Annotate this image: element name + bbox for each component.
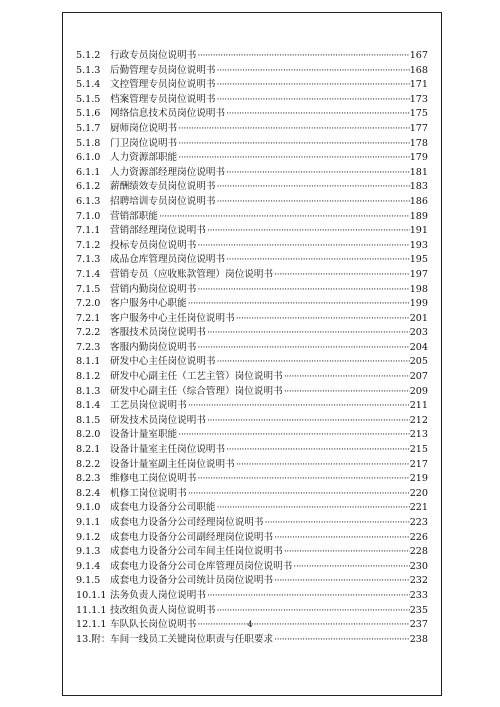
toc-entry-title: 成套电力设备分公司副经理岗位说明书 — [110, 531, 274, 543]
toc-entry-title: 人力资源部经理岗位说明书 — [110, 166, 226, 178]
toc-entry-title: 成套电力设备分公司统计员岗位说明书 — [110, 575, 274, 587]
toc-entry[interactable] — [76, 355, 428, 370]
toc-entry-number: 9.1.4 — [76, 560, 101, 572]
toc-entry-number: 7.2.0 — [76, 298, 101, 310]
toc-entry[interactable] — [76, 487, 428, 502]
toc-entry-title: 研发技术员岗位说明书 — [110, 414, 206, 426]
toc-entry-title: 设备计量室职能 — [110, 429, 178, 441]
toc-entry-title: 成套电力设备分公司职能 — [110, 502, 216, 514]
toc-entry-number: 7.1.3 — [76, 254, 101, 266]
toc-entry-title: 客服技术员岗位说明书 — [110, 327, 206, 339]
toc-entry-title: 研发中心主任岗位说明书 — [110, 356, 216, 368]
toc-entry-title: 成品仓库管理员岗位说明书 — [110, 254, 226, 266]
toc-leader-dots — [273, 531, 410, 546]
toc-entry-title: 设备计量室副主任岗位说明书 — [110, 458, 235, 470]
toc-entry-title: 车间一线员工关键岗位职责与任职要求 — [110, 633, 274, 645]
toc-entry[interactable] — [76, 385, 428, 400]
toc-entry[interactable] — [76, 268, 428, 283]
toc-entry-page: 171 — [409, 79, 428, 91]
toc-entry[interactable] — [76, 428, 428, 443]
toc-entry[interactable] — [76, 560, 428, 575]
toc-leader-dots — [283, 370, 410, 385]
toc-leader-dots — [196, 283, 409, 298]
toc-entry[interactable] — [76, 341, 428, 356]
toc-leader-dots — [292, 560, 409, 575]
toc-entry[interactable] — [76, 633, 428, 648]
toc-entry[interactable] — [76, 166, 428, 181]
toc-entry-number: 5.1.2 — [76, 50, 101, 61]
toc-entry[interactable] — [76, 64, 428, 79]
toc-entry-page: 204 — [409, 341, 428, 353]
toc-entry-page: 193 — [409, 239, 428, 251]
toc-entry[interactable] — [76, 253, 428, 268]
toc-entry-number: 7.1.5 — [76, 283, 101, 295]
toc-entry-page: 203 — [409, 327, 428, 339]
toc-leader-dots — [216, 355, 410, 370]
toc-entry-number: 11.1.1 — [76, 604, 107, 616]
toc-leader-dots — [158, 210, 410, 225]
toc-entry-page: 175 — [409, 108, 428, 120]
toc-entry-title: 客户服务中心主任岗位说明书 — [110, 312, 235, 324]
toc-leader-dots — [206, 326, 410, 341]
toc-entry[interactable] — [76, 283, 428, 298]
toc-leader-dots — [216, 604, 410, 619]
toc-entry-page: 211 — [409, 400, 428, 412]
toc-leader-dots — [177, 137, 410, 152]
toc-entry-number: 7.1.4 — [76, 268, 101, 280]
toc-entry-page: 177 — [409, 122, 428, 134]
toc-entry-title: 人力资源部职能 — [110, 152, 178, 164]
toc-leader-dots — [206, 589, 410, 604]
toc-entry-page: 179 — [409, 152, 428, 164]
toc-entry-page: 186 — [409, 195, 428, 207]
toc-leader-dots — [225, 107, 410, 122]
toc-entry[interactable] — [76, 414, 428, 429]
toc-entry-number: 8.2.4 — [76, 487, 101, 499]
toc-entry[interactable] — [76, 501, 428, 516]
toc-entry-number: 5.1.5 — [76, 93, 101, 105]
toc-entry-title: 设备计量室主任岗位说明书 — [110, 444, 226, 456]
toc-entry-page: 212 — [409, 414, 428, 426]
toc-entry-page: 198 — [409, 283, 428, 295]
toc-leader-dots — [187, 399, 410, 414]
toc-leader-dots — [206, 224, 410, 239]
toc-entry-number: 8.1.2 — [76, 371, 101, 383]
toc-entry-number: 8.2.2 — [76, 458, 101, 470]
toc-entry[interactable] — [76, 545, 428, 560]
toc-leader-dots — [225, 443, 410, 458]
toc-entry-number: 5.1.4 — [76, 79, 101, 91]
toc-leader-dots — [196, 49, 409, 64]
toc-entry-page: 223 — [409, 517, 428, 528]
toc-entry-title: 网络信息技术员岗位说明书 — [110, 108, 226, 120]
table-of-contents — [76, 49, 428, 647]
toc-entry-number: 7.1.0 — [76, 210, 101, 222]
toc-entry-title: 车队队长岗位说明书 — [110, 619, 197, 631]
toc-entry-page: 205 — [409, 356, 428, 368]
toc-leader-dots — [216, 180, 410, 195]
toc-entry-page: 232 — [409, 575, 428, 587]
toc-entry-title: 研发中心副主任（工艺主管）岗位说明书 — [110, 371, 283, 383]
toc-entry-title: 成套电力设备分公司仓库管理员岗位说明书 — [110, 560, 293, 572]
toc-entry[interactable] — [76, 151, 428, 166]
toc-leader-dots — [273, 633, 410, 648]
toc-entry-number: 9.1.3 — [76, 546, 101, 558]
toc-entry-number: 8.2.1 — [76, 444, 101, 456]
toc-entry[interactable] — [76, 78, 428, 93]
toc-entry-page: 195 — [409, 254, 428, 266]
toc-entry-page: 230 — [409, 560, 428, 572]
toc-entry[interactable] — [76, 297, 428, 312]
toc-entry-number: 9.1.1 — [76, 517, 101, 528]
toc-entry-page: 228 — [409, 546, 428, 558]
toc-entry-number: 7.2.2 — [76, 327, 101, 339]
toc-entry-title: 招聘培训专员岗位说明书 — [110, 195, 216, 207]
toc-entry[interactable] — [76, 516, 428, 531]
toc-entry-title: 机修工岗位说明书 — [110, 487, 187, 499]
toc-entry-number: 5.1.6 — [76, 108, 101, 120]
toc-entry-title: 维修电工岗位说明书 — [110, 473, 197, 485]
toc-leader-dots — [273, 268, 410, 283]
toc-leader-dots — [196, 472, 409, 487]
toc-entry-page: 178 — [409, 137, 428, 149]
toc-leader-dots — [283, 385, 410, 400]
toc-entry-number: 7.1.1 — [76, 225, 101, 237]
toc-entry-number: 6.1.1 — [76, 166, 101, 178]
toc-entry-title: 营销专员（应收账款管理）岗位说明书 — [110, 268, 274, 280]
toc-entry-page: 189 — [409, 210, 428, 222]
toc-entry-title: 技改组负责人岗位说明书 — [110, 604, 216, 616]
toc-entry[interactable] — [76, 137, 428, 152]
toc-leader-dots — [216, 195, 410, 210]
toc-entry-page: 238 — [409, 633, 428, 645]
toc-entry[interactable] — [76, 180, 428, 195]
toc-entry-title: 薪酬绩效专员岗位说明书 — [110, 181, 216, 193]
toc-leader-dots — [196, 239, 409, 254]
toc-entry[interactable] — [76, 49, 428, 64]
toc-leader-dots — [216, 501, 410, 516]
toc-entry-number: 7.2.3 — [76, 341, 101, 353]
toc-entry-number: 9.1.0 — [76, 502, 101, 514]
toc-entry-page: 215 — [409, 444, 428, 456]
toc-entry-title: 后勤管理专员岗位说明书 — [110, 64, 216, 76]
toc-entry-number: 7.2.1 — [76, 312, 101, 324]
toc-entry-page: 219 — [409, 473, 428, 485]
toc-entry-page: 226 — [409, 531, 428, 543]
toc-entry-title: 客服内勤岗位说明书 — [110, 341, 197, 353]
toc-entry-title: 营销部经理岗位说明书 — [110, 225, 206, 237]
toc-entry-number: 8.1.3 — [76, 385, 101, 397]
toc-leader-dots — [206, 414, 410, 429]
toc-leader-dots — [225, 253, 410, 268]
toc-leader-dots — [177, 151, 410, 166]
toc-entry-number: 5.1.8 — [76, 137, 101, 149]
toc-entry-page: 220 — [409, 487, 428, 499]
toc-entry-number: 13.附： — [76, 633, 111, 645]
toc-entry-title: 研发中心副主任（综合管理）岗位说明书 — [110, 385, 283, 397]
toc-leader-dots — [273, 574, 410, 589]
toc-leader-dots — [177, 122, 410, 137]
toc-entry-page: 213 — [409, 429, 428, 441]
toc-entry[interactable] — [76, 326, 428, 341]
toc-entry[interactable] — [76, 531, 428, 546]
toc-entry-number: 9.1.5 — [76, 575, 101, 587]
toc-entry-title: 法务负责人岗位说明书 — [110, 589, 206, 601]
toc-entry-page: 197 — [409, 268, 428, 280]
toc-entry[interactable] — [76, 472, 428, 487]
toc-entry-page: 233 — [409, 589, 428, 601]
page-number: 4 — [247, 620, 253, 629]
toc-entry-title: 厨师岗位说明书 — [110, 122, 178, 134]
toc-entry-page: 191 — [409, 225, 428, 237]
toc-entry-page: 201 — [409, 312, 428, 324]
toc-entry-title: 门卫岗位说明书 — [110, 137, 178, 149]
toc-entry[interactable] — [76, 93, 428, 108]
toc-entry-number: 5.1.3 — [76, 64, 101, 76]
toc-entry-title: 成套电力设备分公司车间主任岗位说明书 — [110, 546, 283, 558]
toc-leader-dots — [196, 341, 409, 356]
toc-entry-number: 8.1.1 — [76, 356, 101, 368]
toc-entry[interactable] — [76, 210, 428, 225]
toc-entry-page: 237 — [409, 619, 428, 631]
toc-entry[interactable] — [76, 604, 428, 619]
toc-entry-number: 8.2.0 — [76, 429, 101, 441]
toc-entry-page: 209 — [409, 385, 428, 397]
toc-leader-dots — [216, 64, 410, 79]
toc-entry[interactable] — [76, 107, 428, 122]
toc-leader-dots — [225, 166, 410, 181]
toc-entry[interactable] — [76, 370, 428, 385]
toc-entry-page: 207 — [409, 371, 428, 383]
toc-leader-dots — [235, 312, 410, 327]
toc-entry-page: 168 — [409, 64, 428, 76]
toc-entry-title: 成套电力设备分公司经理岗位说明书 — [110, 517, 264, 528]
toc-entry-number: 7.1.2 — [76, 239, 101, 251]
toc-leader-dots — [187, 297, 410, 312]
toc-entry-page: 217 — [409, 458, 428, 470]
toc-leader-dots — [216, 78, 410, 93]
toc-entry[interactable] — [76, 443, 428, 458]
toc-leader-dots — [177, 428, 410, 443]
toc-entry-number: 6.1.3 — [76, 195, 101, 207]
toc-entry-page: 199 — [409, 298, 428, 310]
toc-entry-page: 221 — [409, 502, 428, 514]
toc-entry-title: 营销部职能 — [110, 210, 158, 222]
toc-entry-page: 167 — [409, 50, 428, 61]
toc-entry-number: 6.1.0 — [76, 152, 101, 164]
toc-entry-page: 173 — [409, 93, 428, 105]
toc-entry-number: 5.1.7 — [76, 122, 101, 134]
toc-entry-title: 行政专员岗位说明书 — [110, 50, 197, 61]
toc-entry[interactable] — [76, 195, 428, 210]
toc-entry-number: 8.2.3 — [76, 473, 101, 485]
toc-entry[interactable] — [76, 239, 428, 254]
toc-entry[interactable] — [76, 574, 428, 589]
toc-entry[interactable] — [76, 458, 428, 473]
toc-leader-dots — [235, 458, 410, 473]
toc-entry-number: 8.1.5 — [76, 414, 101, 426]
toc-entry-number: 8.1.4 — [76, 400, 101, 412]
toc-entry-title: 工艺员岗位说明书 — [110, 400, 187, 412]
toc-entry[interactable] — [76, 399, 428, 414]
toc-entry-title: 营销内勤岗位说明书 — [110, 283, 197, 295]
toc-entry-number: 10.1.1 — [76, 589, 107, 601]
toc-leader-dots — [264, 516, 410, 531]
toc-entry[interactable] — [76, 224, 428, 239]
toc-leader-dots — [283, 545, 410, 560]
toc-entry-number: 9.1.2 — [76, 531, 101, 543]
toc-entry[interactable] — [76, 589, 428, 604]
toc-entry-title: 档案管理专员岗位说明书 — [110, 93, 216, 105]
toc-entry-page: 183 — [409, 181, 428, 193]
toc-entry-page: 235 — [409, 604, 428, 616]
toc-entry-title: 客户服务中心职能 — [110, 298, 187, 310]
toc-entry-title: 文控管理专员岗位说明书 — [110, 79, 216, 91]
toc-entry-number: 6.1.2 — [76, 181, 101, 193]
toc-entry[interactable] — [76, 122, 428, 137]
toc-leader-dots — [187, 487, 410, 502]
toc-entry-page: 181 — [409, 166, 428, 178]
toc-entry-number: 12.1.1 — [76, 619, 107, 631]
toc-entry-title: 投标专员岗位说明书 — [110, 239, 197, 251]
toc-entry[interactable] — [76, 312, 428, 327]
toc-leader-dots — [216, 93, 410, 108]
